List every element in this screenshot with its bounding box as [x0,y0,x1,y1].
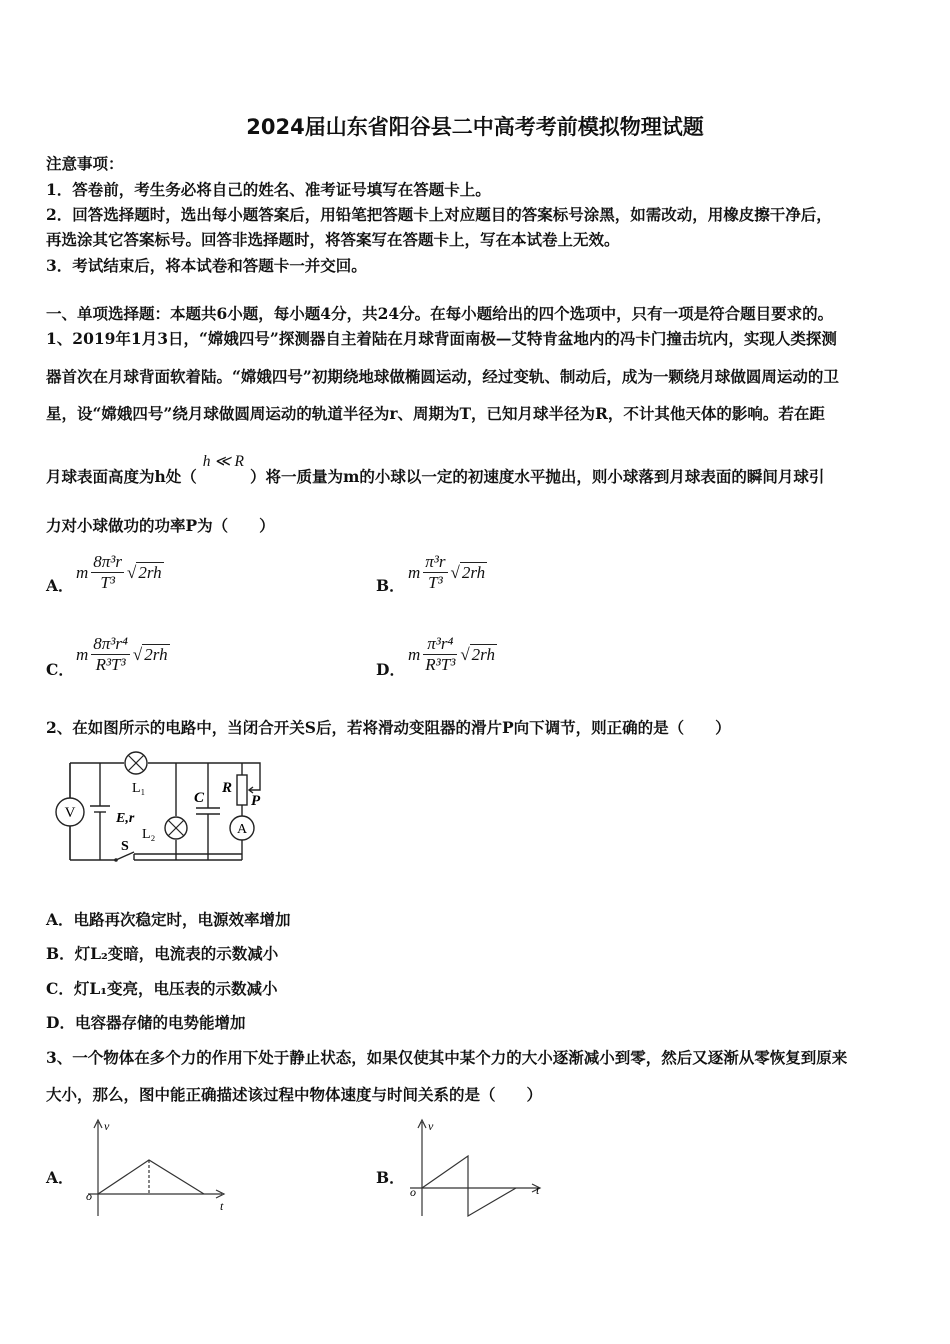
section-heading: 一、单项选择题：本题共6小题，每小题4分，共24分。在每小题给出的四个选项中，只有一项是符合题目要求的。 [46,304,834,323]
switch-label: S [121,839,129,854]
condition-formula: h ≪ R [202,453,244,470]
battery-label: E,r [116,811,135,826]
fraction: $\frac{\text{π³r}}{\text{T³}}$ [425,552,446,592]
q1-line4b: ）将一质量为m的小球以一定的初速度水平抛出，则小球落到月球表面的瞬间月球引 [249,467,825,486]
q2-option-c[interactable]: C．灯L₁变亮，电压表的示数减小 [46,979,278,998]
q1-line [46,453,825,487]
origin-label: o [410,1185,416,1199]
q1-line: 器首次在月球背面软着陆。“嫦娥四号”初期绕地球做椭圆运动，经过变轨、制动后，成为一颗绕月球做圆周运动的卫 [46,367,839,386]
fraction: $\frac{\text{8π³r}}{\text{T³}}$ [93,552,123,592]
q3-option-b-label[interactable]: B． [376,1168,405,1187]
q1-line: 力对小球做功的功率P为（ ） [46,516,275,535]
q1-line: 星，设“嫦娥四号”绕月球做圆周运动的轨道半径为r、周期为T，已知月球半径为R，不计其他天体的影响。若在距 [46,404,825,423]
q2-option-b[interactable]: B．灯L₂变暗，电流表的示数减小 [46,944,279,963]
ammeter-label: A [236,822,248,837]
origin-label: o [86,1189,92,1203]
fraction: $\frac{\text{π³r⁴}}{\text{R³T³}}$ [425,634,456,674]
note-item: 再选涂其它答案标号。回答非选择题时，将答案写在答题卡上，写在本试卷上无效。 [46,230,620,249]
q2-option-a[interactable]: A．电路再次稳定时，电源效率增加 [46,910,291,929]
note-item: 3．考试结束后，将本试卷和答题卡一并交回。 [46,256,367,275]
notes-heading: 注意事项： [46,154,124,173]
q1-line: 1、2019年1月3日，“嫦娥四号”探测器自主着陆在月球背面南极—艾特肯盆地内的冯卡门撞击坑内，实现人类探测 [46,329,837,348]
q3-option-a-label[interactable]: A． [46,1168,74,1187]
t-axis-label: t [220,1199,224,1213]
note-item: 2．回答选择题时，选出每小题答案后，用铅笔把答题卡上对应题目的答案标号涂黑，如需改动，用橡皮擦干净后， [46,205,832,224]
capacitor-label: C [194,790,205,806]
circuit-diagram [46,750,276,870]
voltmeter-label: V [64,805,76,821]
q3-line: 大小，那么，图中能正确描述该过程中物体速度与时间关系的是（ ） [46,1085,543,1104]
t-axis-label: t [536,1183,540,1197]
l2-label: L₂ [142,827,156,842]
graph-a [84,1116,234,1222]
v-axis-label: v [104,1119,110,1133]
resistor-label: R [222,780,233,796]
q1-line4a: 月球表面高度为h处（ [46,467,197,486]
page-title: 2024届山东省阳谷县二中高考考前模拟物理试题 [246,115,704,139]
fraction: $\frac{\text{8π³r⁴}}{\text{R³T³}}$ [93,634,128,674]
q2-option-d[interactable]: D．电容器存储的电势能增加 [46,1013,246,1032]
slider-label: P [251,793,261,809]
q3-line: 3、一个物体在多个力的作用下处于静止状态，如果仅使其中某个力的大小逐渐减小到零，然后又逐渐从零恢复到原来 [46,1048,848,1067]
q2-stem: 2、在如图所示的电路中，当闭合开关S后，若将滑动变阻器的滑片P向下调节，则正确的是（ ） [46,718,731,737]
note-item: 1．答卷前，考生务必将自己的姓名、准考证号填写在答题卡上。 [46,180,491,199]
l1-label: L₁ [132,781,146,796]
graph-b [406,1116,556,1222]
v-axis-label: v [428,1119,434,1133]
